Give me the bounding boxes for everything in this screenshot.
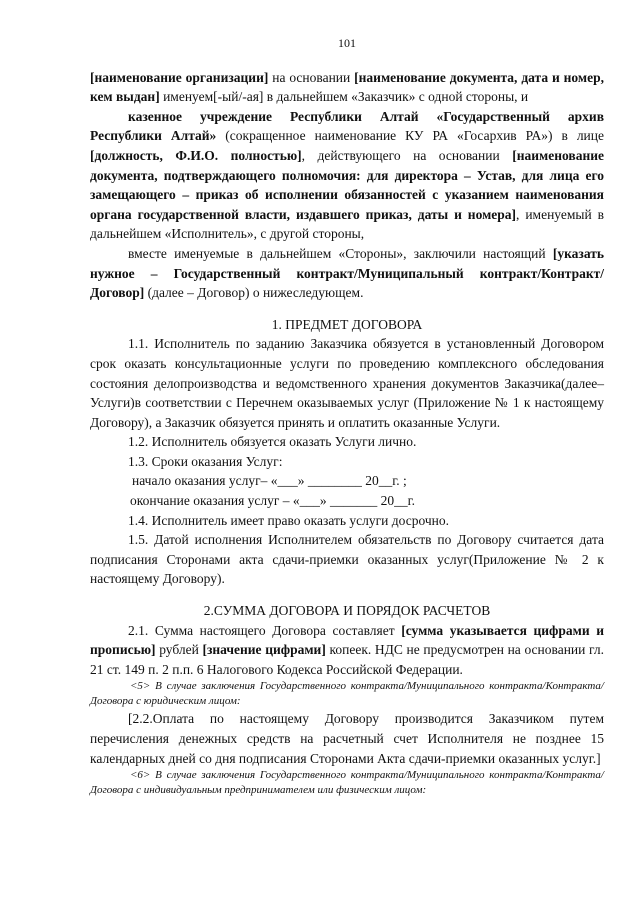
parties-paragraph: вместе именуемые в дальнейшем «Стороны», заключили настоящий [указать нужное – Государственный контракт/Муниципальный контракт/Контракт/Договор] (далее – Договор) о нижеследующем. — [90, 245, 604, 301]
clause-1-5: 1.5. Датой исполнения Исполнителем обязательств по Договору считается дата подписания Сторонами акта сдачи-приемки оказанных услуг(Приложение № 2 к настоящему Договору). — [90, 532, 604, 587]
service-start-date: начало оказания услуг– «___» ________ 20__г. ; — [132, 473, 407, 489]
clause-1-3: 1.3. Сроки оказания Услуг: — [128, 453, 283, 469]
kopecks-placeholder: [значение цифрами] — [202, 642, 326, 658]
clause-1-4: 1.4. Исполнитель имеет право оказать услуги досрочно. — [128, 512, 450, 528]
service-end-date: окончание оказания услуг – «___» _______ 20__г. — [130, 493, 416, 509]
note-5: <5> В случае заключения Государственного контракта/Муниципального контракта/Контракта/Договора с юридическим лицом: — [90, 680, 604, 708]
executor-authority-placeholder: [наименование документа, подтверждающего полномочия: для директора – Устав, для лица его замещающего – приказ об исполнении обязанностей с указанием наименования органа государственной власти, издавшего приказ, даты и номера] — [90, 147, 604, 222]
customer-doc-placeholder: [наименование документа, дата и номер, кем выдан] — [90, 69, 604, 105]
note-6: <6> В случае заключения Государственного контракта/Муниципального контракта/Контракта/Договора с индивидуальным предпринимателем или физическим лицом: — [90, 769, 604, 797]
contract-type-placeholder: [указать нужное – Государственный контракт/Муниципальный контракт/Контракт/Договор] — [90, 245, 604, 301]
sum-placeholder: [сумма указывается цифрами и прописью] — [90, 622, 604, 658]
executor-position-placeholder: [должность, Ф.И.О. полностью] — [90, 147, 302, 163]
clause-1-1: 1.1. Исполнитель по заданию Заказчика обязуется в установленный Договором срок оказать консультационные услуги по проведению комплексного обследования состояния делопроизводства и ведомственного хранения документов Заказчика(далее– Услуги)в соответствии с Перечнем оказываемых услуг (Приложение № 1 к настоящему Договору), а Заказчик обязуется принять и оплатить оказанные Услуги. — [90, 336, 604, 430]
clause-2-2: [2.2.Оплата по настоящему Договору производится Заказчиком путем перечисления денежных средств на расчетный счет Исполнителя не позднее 15 календарных дней со дня подписания Сторонами Акта сдачи-приемки оказанных услуг.] — [90, 711, 604, 766]
clause-1-2: 1.2. Исполнитель обязуется оказать Услуги лично. — [128, 434, 417, 450]
page-number: 101 — [338, 36, 356, 50]
clause-2-1: 2.1. Сумма настоящего Договора составляет [сумма указывается цифрами и прописью] рублей [значение цифрами] копеек. НДС не предусмотрен на основании гл. 21 ст. 149 п. 2 п.п. 6 Налогового Кодекса Российской Федерации. — [90, 622, 604, 677]
executor-name: казенное учреждение Республики Алтай «Государственный архив Республики Алтай» — [90, 108, 604, 144]
customer-org-placeholder: [наименование организации] — [90, 69, 269, 85]
customer-paragraph: [наименование организации] на основании [наименование документа, дата и номер, кем выдан] именуем[-ый/-ая] в дальнейшем «Заказчик» с одной стороны, и — [90, 69, 604, 105]
section-2-title: 2.СУММА ДОГОВОРА И ПОРЯДОК РАСЧЕТОВ — [203, 603, 491, 619]
section-1-title: 1. ПРЕДМЕТ ДОГОВОРА — [271, 316, 423, 332]
executor-paragraph: казенное учреждение Республики Алтай «Государственный архив Республики Алтай» (сокращенное наименование КУ РА «Госархив РА») в лице [должность, Ф.И.О. полностью], действующего на основании [наименование документа, подтверждающего полномочия: для директора – Устав, для лица его замещающего – приказ об исполнении обязанностей с указанием наименования органа государственной власти, издавшего приказ, даты и номера], именуемый в дальнейшем «Исполнитель», с другой стороны, — [90, 108, 604, 242]
